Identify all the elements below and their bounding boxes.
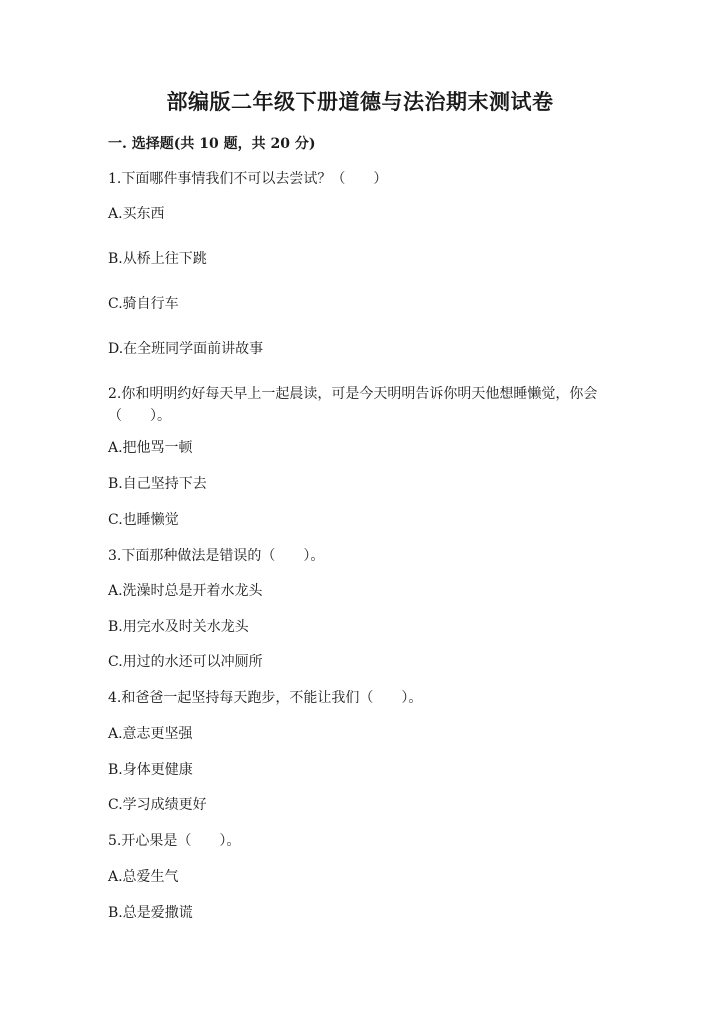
question-stem: 4.和爸爸一起坚持每天跑步，不能让我们（ ）。 (108, 690, 423, 706)
answer-option: C.骑自行车 (108, 296, 179, 312)
answer-option: A.意志更坚强 (108, 726, 193, 742)
answer-option: B.自己坚持下去 (108, 476, 207, 492)
page-title: 部编版二年级下册道德与法治期末测试卷 (166, 89, 554, 114)
answer-option: C.用过的水还可以冲厕所 (108, 654, 263, 670)
answer-option: B.从桥上往下跳 (108, 251, 207, 267)
question-stem: 3.下面那种做法是错误的（ ）。 (108, 548, 325, 564)
question-stem: 1.下面哪件事情我们不可以去尝试？（ ） (108, 171, 388, 187)
answer-option: C.学习成绩更好 (108, 797, 207, 813)
answer-option: B.总是爱撒谎 (108, 905, 193, 921)
answer-option: A.洗澡时总是开着水龙头 (108, 583, 263, 599)
answer-option: A.买东西 (108, 206, 165, 222)
answer-option: A.总爱生气 (108, 869, 179, 885)
answer-option: D.在全班同学面前讲故事 (108, 341, 264, 357)
answer-option: A.把他骂一顿 (108, 440, 193, 456)
question-stem: 5.开心果是（ ）。 (108, 833, 241, 849)
section-heading: 一. 选择题(共 10 题，共 20 分) (108, 136, 316, 152)
answer-option: C.也睡懒觉 (108, 512, 179, 528)
question-stem: 2.你和明明约好每天早上一起晨读，可是今天明明告诉你明天他想睡懒觉，你会（ ）。 (108, 386, 598, 424)
answer-option: B.用完水及时关水龙头 (108, 619, 249, 635)
answer-option: B.身体更健康 (108, 762, 193, 778)
